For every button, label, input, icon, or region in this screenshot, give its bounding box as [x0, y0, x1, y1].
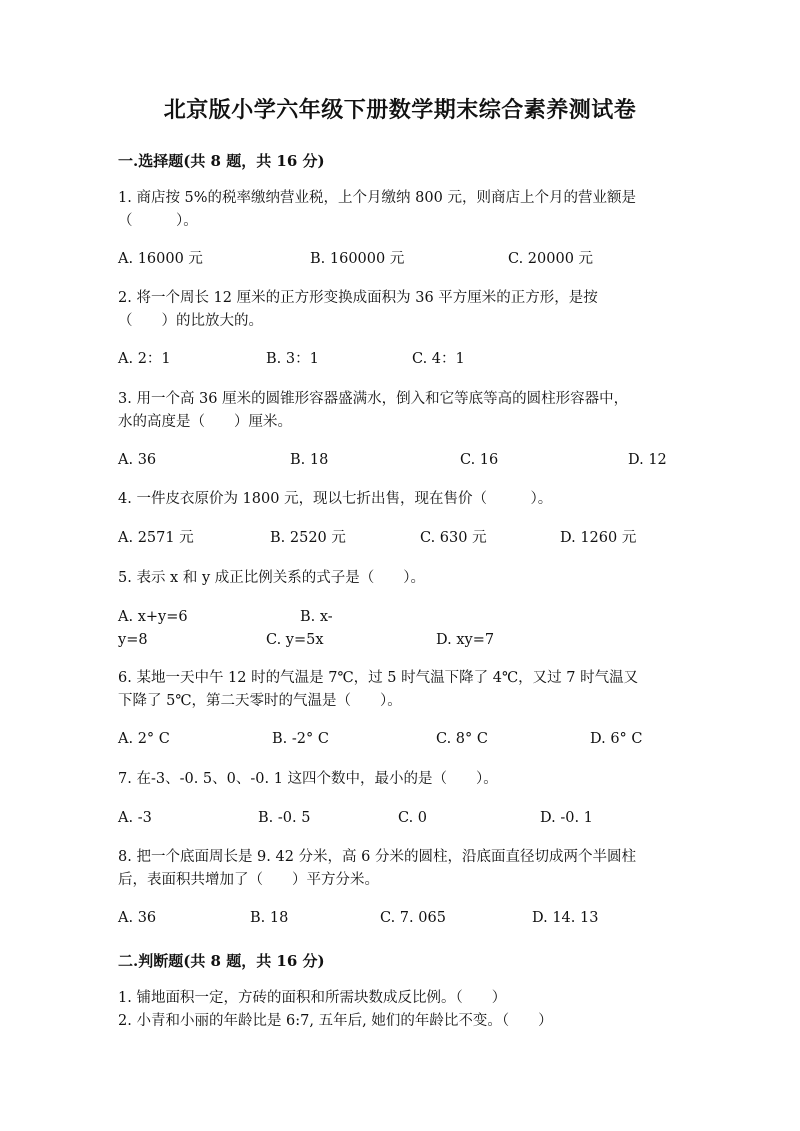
q6-option-d: D. 6° C [590, 731, 643, 747]
q6-option-b: B. -2° C [272, 731, 329, 747]
q3-option-c: C. 16 [460, 452, 499, 468]
question-2-line2: （ ）的比放大的。 [118, 313, 263, 329]
question-6-line1: 6. 某地一天中午 12 时的气温是 7℃，过 5 时气温下降了 4℃，又过 7 时气温又 [118, 670, 639, 686]
question-5-line1: 5. 表示 x 和 y 成正比例关系的式子是（ ）。 [118, 570, 425, 586]
judgement-list [118, 987, 680, 1033]
question-3-line1: 3. 用一个高 36 厘米的圆锥形容器盛满水，倒入和它等底等高的圆柱形容器中， [118, 391, 629, 407]
question-4-line1: 4. 一件皮衣原价为 1800 元，现以七折出售，现在售价（ ）。 [118, 491, 553, 507]
q8-option-b: B. 18 [250, 910, 289, 926]
q7-option-c: C. 0 [398, 810, 428, 826]
q1-option-c: C. 20000 元 [508, 251, 594, 267]
question-1-line2: （ ）。 [118, 213, 198, 229]
q4-option-c: C. 630 元 [420, 530, 487, 546]
question-4 [118, 488, 680, 511]
q7-option-a: A. -3 [118, 810, 152, 826]
judgement-item-2: 2. 小青和小丽的年龄比是 6:7, 五年后, 她们的年龄比不变。（ ） [118, 1013, 553, 1029]
question-8-line1: 8. 把一个底面周长是 9. 42 分米，高 6 分米的圆柱，沿底面直径切成两个半圆柱 [118, 849, 636, 865]
q8-option-a: A. 36 [118, 910, 157, 926]
question-6 [118, 667, 680, 713]
q7-option-d: D. -0. 1 [540, 810, 593, 826]
question-6-line2: 下降了 5℃，第二天零时的气温是（ ）。 [118, 693, 402, 709]
question-7-line1: 7. 在-3、-0. 5、0、-0. 1 这四个数中，最小的是（ ）。 [118, 771, 498, 787]
q2-option-a: A. 2：1 [118, 351, 171, 367]
q1-option-b: B. 160000 元 [310, 251, 405, 267]
q2-option-c: C. 4：1 [412, 351, 465, 367]
question-7 [118, 768, 680, 791]
question-3-line2: 水的高度是（ ）厘米。 [118, 414, 292, 430]
q3-option-b: B. 18 [290, 452, 329, 468]
question-8 [118, 846, 680, 892]
judgement-item-1: 1. 铺地面积一定，方砖的面积和所需块数成反比例。（ ） [118, 990, 507, 1006]
question-5 [118, 567, 680, 590]
page-title: 北京版小学六年级下册数学期末综合素养测试卷 [163, 97, 637, 123]
question-8-line2: 后，表面积共增加了（ ）平方分米。 [118, 872, 379, 888]
section-heading-choice: 一.选择题(共 8 题，共 16 分) [118, 152, 325, 170]
q1-option-a: A. 16000 元 [118, 251, 203, 267]
question-3 [118, 388, 680, 434]
q2-option-b: B. 3：1 [266, 351, 319, 367]
question-1 [118, 187, 680, 233]
question-1-line1: 1. 商店按 5%的税率缴纳营业税，上个月缴纳 800 元，则商店上个月的营业额是 [118, 190, 636, 206]
q5-option-a: A. x+y=6 [118, 609, 188, 625]
q6-option-a: A. 2° C [118, 731, 170, 747]
q4-option-b: B. 2520 元 [270, 530, 346, 546]
section-heading-judgement: 二.判断题(共 8 题，共 16 分) [118, 952, 325, 970]
q5-option-b-continued: y=8 [118, 632, 148, 648]
question-2-line1: 2. 将一个周长 12 厘米的正方形变换成面积为 36 平方厘米的正方形，是按 [118, 290, 598, 306]
q4-option-d: D. 1260 元 [560, 530, 637, 546]
q3-option-d: D. 12 [628, 452, 667, 468]
q8-option-c: C. 7. 065 [380, 910, 446, 926]
q6-option-c: C. 8° C [436, 731, 488, 747]
q5-option-d: D. xy=7 [436, 632, 495, 648]
q7-option-b: B. -0. 5 [258, 810, 311, 826]
q4-option-a: A. 2571 元 [118, 530, 194, 546]
q5-option-c: C. y=5x [266, 632, 324, 648]
q5-option-b: B. x- [300, 609, 333, 625]
q8-option-d: D. 14. 13 [532, 910, 599, 926]
q3-option-a: A. 36 [118, 452, 157, 468]
question-2 [118, 287, 680, 333]
